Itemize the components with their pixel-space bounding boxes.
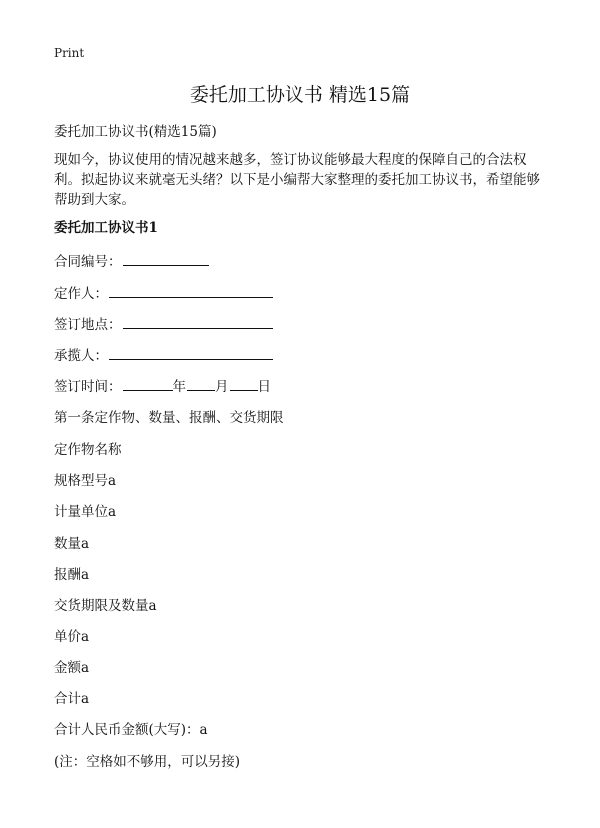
- month-label: 月: [215, 379, 229, 395]
- orderer-label: 定作人：: [54, 286, 108, 302]
- item-line: 定作物名称: [54, 442, 122, 458]
- section-heading: 委托加工协议书1: [54, 220, 158, 236]
- contract-number-blank: [123, 251, 209, 266]
- intro-paragraph: 现如今，协议使用的情况越来越多，签订协议能够最大程度的保障自己的合法权利。拟起协议来就毫无头绪？以下是小编帮大家整理的委托加工协议书，希望能够帮助到大家。: [54, 152, 540, 208]
- note-line: (注：空格如不够用，可以另接): [54, 754, 241, 770]
- day-blank: [230, 376, 258, 391]
- item-line: 金额a: [54, 660, 90, 676]
- document-subtitle: 委托加工协议书(精选15篇): [54, 124, 217, 140]
- item-line: 合计a: [54, 691, 90, 707]
- item-line: 交货期限及数量a: [54, 598, 157, 614]
- orderer-row: [54, 282, 273, 302]
- year-blank: [123, 376, 173, 391]
- month-blank: [187, 376, 215, 391]
- contractor-label: 承揽人：: [54, 348, 108, 364]
- print-link[interactable]: Print: [54, 46, 85, 60]
- sign-time-label: 签订时间：: [54, 379, 122, 395]
- item-line: 计量单位a: [54, 504, 117, 520]
- sign-place-label: 签订地点：: [54, 317, 122, 333]
- sign-time-row: [54, 375, 271, 395]
- document-title: 委托加工协议书 精选15篇: [189, 84, 411, 106]
- item-line: 规格型号a: [54, 473, 117, 489]
- article-1: 第一条定作物、数量、报酬、交货期限: [54, 410, 284, 426]
- contractor-blank: [109, 345, 273, 360]
- contract-number-row: [54, 250, 209, 270]
- orderer-blank: [109, 283, 273, 298]
- sign-place-blank: [123, 314, 273, 329]
- sign-place-row: [54, 313, 273, 333]
- item-line: 单价a: [54, 629, 90, 645]
- year-label: 年: [172, 379, 186, 395]
- day-label: 日: [257, 379, 271, 395]
- contract-number-label: 合同编号：: [54, 254, 122, 270]
- item-line: 合计人民币金额(大写)：a: [54, 722, 208, 738]
- item-line: 数量a: [54, 536, 90, 552]
- contractor-row: [54, 344, 273, 364]
- item-line: 报酬a: [54, 567, 90, 583]
